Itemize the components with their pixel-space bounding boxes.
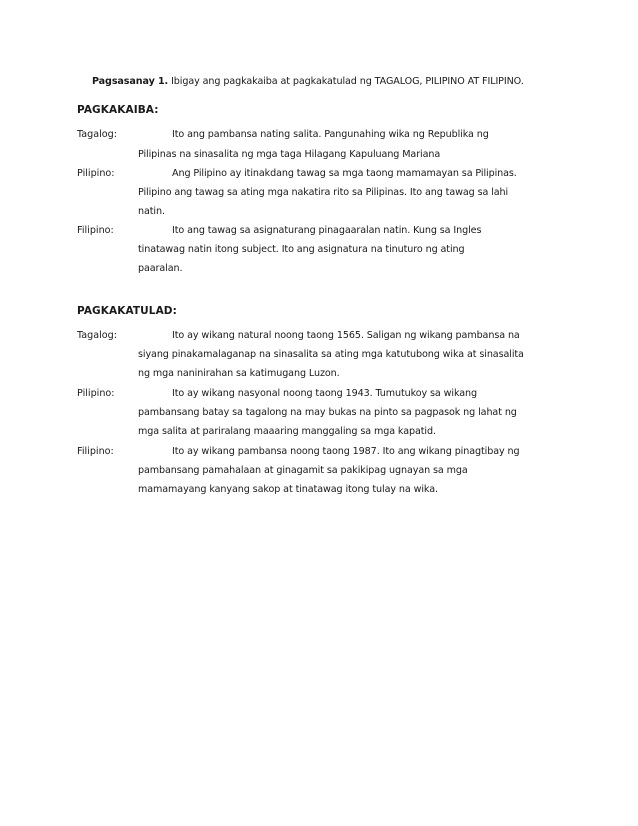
definition-line: mamamayang kanyang sakop at tinatawag itong tulay na wika. (138, 484, 438, 495)
definition-line: Ito ang tawag sa asignaturang pinagaaralan natin. Kung sa Ingles (172, 225, 482, 236)
definition-line: Ang Pilipino ay itinakdang tawag sa mga taong mamamayan sa Pilipinas. (172, 168, 517, 179)
definition-line: Ito ang pambansa nating salita. Pangunahing wika ng Republika ng (172, 129, 489, 140)
term-label-tagalog: Tagalog: (77, 330, 117, 341)
definition-line: natin. (138, 206, 165, 217)
definition-line: Ito ay wikang natural noong taong 1565. Saligan ng wikang pambansa na (172, 330, 520, 341)
term-label-filipino: Filipino: (77, 225, 114, 236)
exercise-instruction: Ibigay ang pagkakaiba at pagkakatulad ng TAGALOG, PILIPINO AT FILIPINO. (171, 76, 524, 87)
exercise-title (92, 76, 524, 87)
definition-line: ng mga naninirahan sa katimugang Luzon. (138, 368, 340, 379)
definition-line: pambansang pamahalaan at ginagamit sa pakikipag ugnayan sa mga (138, 465, 468, 476)
definition-line: Pilipinas na sinasalita ng mga taga Hilagang Kapuluang Mariana (138, 149, 441, 160)
definition-line: Ito ay wikang nasyonal noong taong 1943. Tumutukoy sa wikang (172, 388, 478, 399)
section-heading-pagkakatulad: PAGKAKATULAD: (77, 305, 177, 317)
section-heading-pagkakaiba: PAGKAKAIBA: (77, 104, 159, 116)
definition-line: tinatawag natin itong subject. Ito ang asignatura na tinuturo ng ating (138, 244, 465, 255)
definition-line: Ito ay wikang pambansa noong taong 1987. Ito ang wikang pinagtibay ng (172, 446, 520, 457)
exercise-label: Pagsasanay 1. (92, 76, 169, 87)
term-label-filipino: Filipino: (77, 446, 114, 457)
definition-line: paaralan. (138, 263, 183, 274)
definition-line: Pilipino ang tawag sa ating mga nakatira rito sa Pilipinas. Ito ang tawag sa lahi (138, 187, 509, 198)
term-label-pilipino: Pilipino: (77, 388, 115, 399)
definition-line: siyang pinakamalaganap na sinasalita sa ating mga katutubong wika at sinasalita (138, 349, 524, 360)
term-label-tagalog: Tagalog: (77, 129, 117, 140)
definition-line: mga salita at pariralang maaaring manggaling sa mga kapatid. (138, 426, 436, 437)
term-label-pilipino: Pilipino: (77, 168, 115, 179)
definition-line: pambansang batay sa tagalong na may bukas na pinto sa pagpasok ng lahat ng (138, 407, 517, 418)
